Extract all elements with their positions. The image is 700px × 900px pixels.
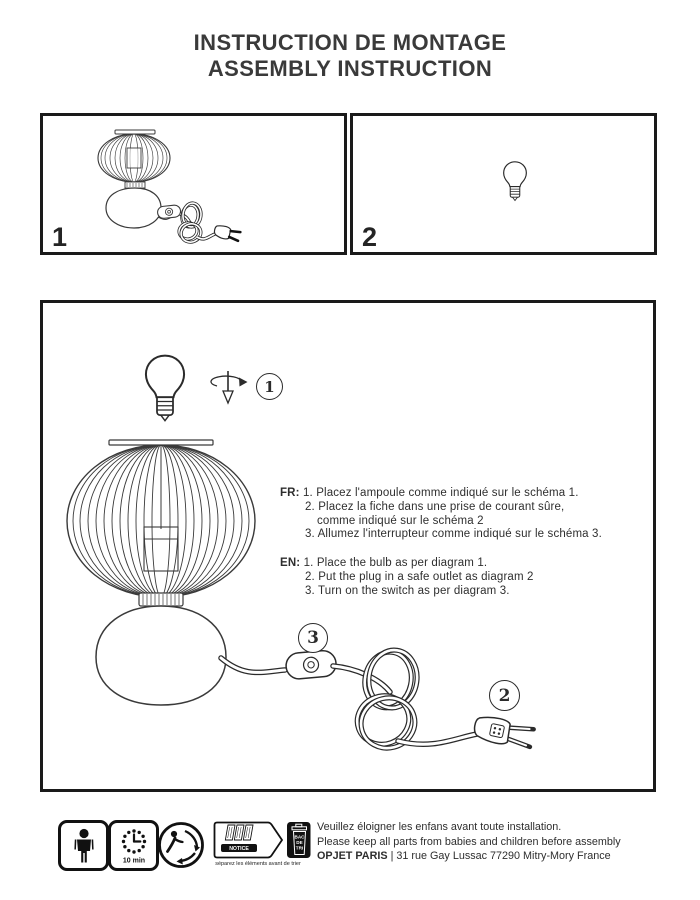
sorting-info-icon [212, 820, 312, 860]
step-1-marker: 1 [256, 373, 283, 400]
warning-fr: Veuillez éloigner les enfans avant toute installation. [317, 821, 562, 833]
one-person-assembly-icon [58, 820, 109, 871]
triman-recycling-icon [157, 821, 205, 869]
brand-line [317, 849, 621, 864]
brand-address: | 31 rue Gay Lussac 77290 Mitry-Mory France [390, 850, 611, 863]
en-label: EN: [280, 557, 301, 569]
brand-name: OPJET PARIS [317, 850, 388, 863]
title-line-en: ASSEMBLY INSTRUCTION [207, 56, 493, 81]
notice-papers-icon [225, 825, 253, 840]
switch-small [157, 205, 181, 219]
power-plug [472, 714, 534, 750]
power-cord-illustration [193, 638, 613, 778]
socket [144, 527, 178, 571]
notice-label: NOTICE [229, 846, 249, 853]
page-title [0, 30, 700, 82]
fr-line-4: 3. Allumez l'interrupteur comme indiqué sur le schéma 3. [305, 528, 602, 541]
en-line-2: 2. Put the plug in a safe outlet as diagram 2 [305, 570, 534, 583]
clock-icon [114, 826, 154, 866]
fr-line-2: 2. Placez la fiche dans une prise de courant sûre, [305, 500, 565, 513]
duration-label: 10 min [122, 857, 145, 864]
person-icon [64, 826, 104, 866]
lamp-base-small [106, 182, 161, 228]
shade-rim-small [115, 130, 155, 134]
panel-1-lamp [40, 113, 347, 255]
main-diagram-panel [40, 300, 656, 792]
inline-switch [285, 650, 337, 680]
bulb-icon [501, 160, 529, 204]
cord-small [157, 202, 241, 245]
screw-rotation-icon [207, 369, 249, 407]
assembly-time-icon [108, 820, 159, 871]
fr-instructions [280, 487, 602, 542]
fr-line-1: 1. Placez l'ampoule comme indiqué sur le schéma 1. [302, 487, 579, 499]
panel-2-number: 2 [362, 222, 378, 252]
en-line-3: 3. Turn on the switch as per diagram 3. [305, 584, 510, 597]
cord-coil [350, 647, 420, 754]
en-instructions [280, 557, 534, 598]
title-line-fr: INSTRUCTION DE MONTAGE [193, 30, 507, 55]
fr-line-3: comme indiqué sur le schéma 2 [317, 514, 484, 527]
bin-label-2: DE [296, 840, 303, 845]
bin-label-3: TRI [295, 845, 304, 851]
step-3-marker: 3 [298, 623, 328, 653]
bin-label-1: BAC [294, 834, 305, 840]
warning-en: Please keep all parts from babies and children before assembly [317, 835, 621, 848]
step-2-marker: 2 [489, 680, 520, 711]
sort-caption: séparez les éléments avant de trier [215, 861, 301, 867]
fr-label: FR: [280, 487, 300, 499]
panel-1-number: 1 [52, 222, 68, 252]
lamp-shade-illustration [63, 439, 259, 599]
lamp-illustration [93, 126, 303, 246]
plug-small [213, 224, 241, 243]
shade-rim [109, 440, 213, 445]
socket-small [127, 148, 141, 168]
parts-panel-row [40, 113, 657, 255]
en-line-1: 1. Place the bulb as per diagram 1. [303, 557, 488, 569]
bulb-illustration [141, 353, 189, 426]
panel-2-bulb [350, 113, 657, 255]
footer-text [317, 820, 621, 864]
